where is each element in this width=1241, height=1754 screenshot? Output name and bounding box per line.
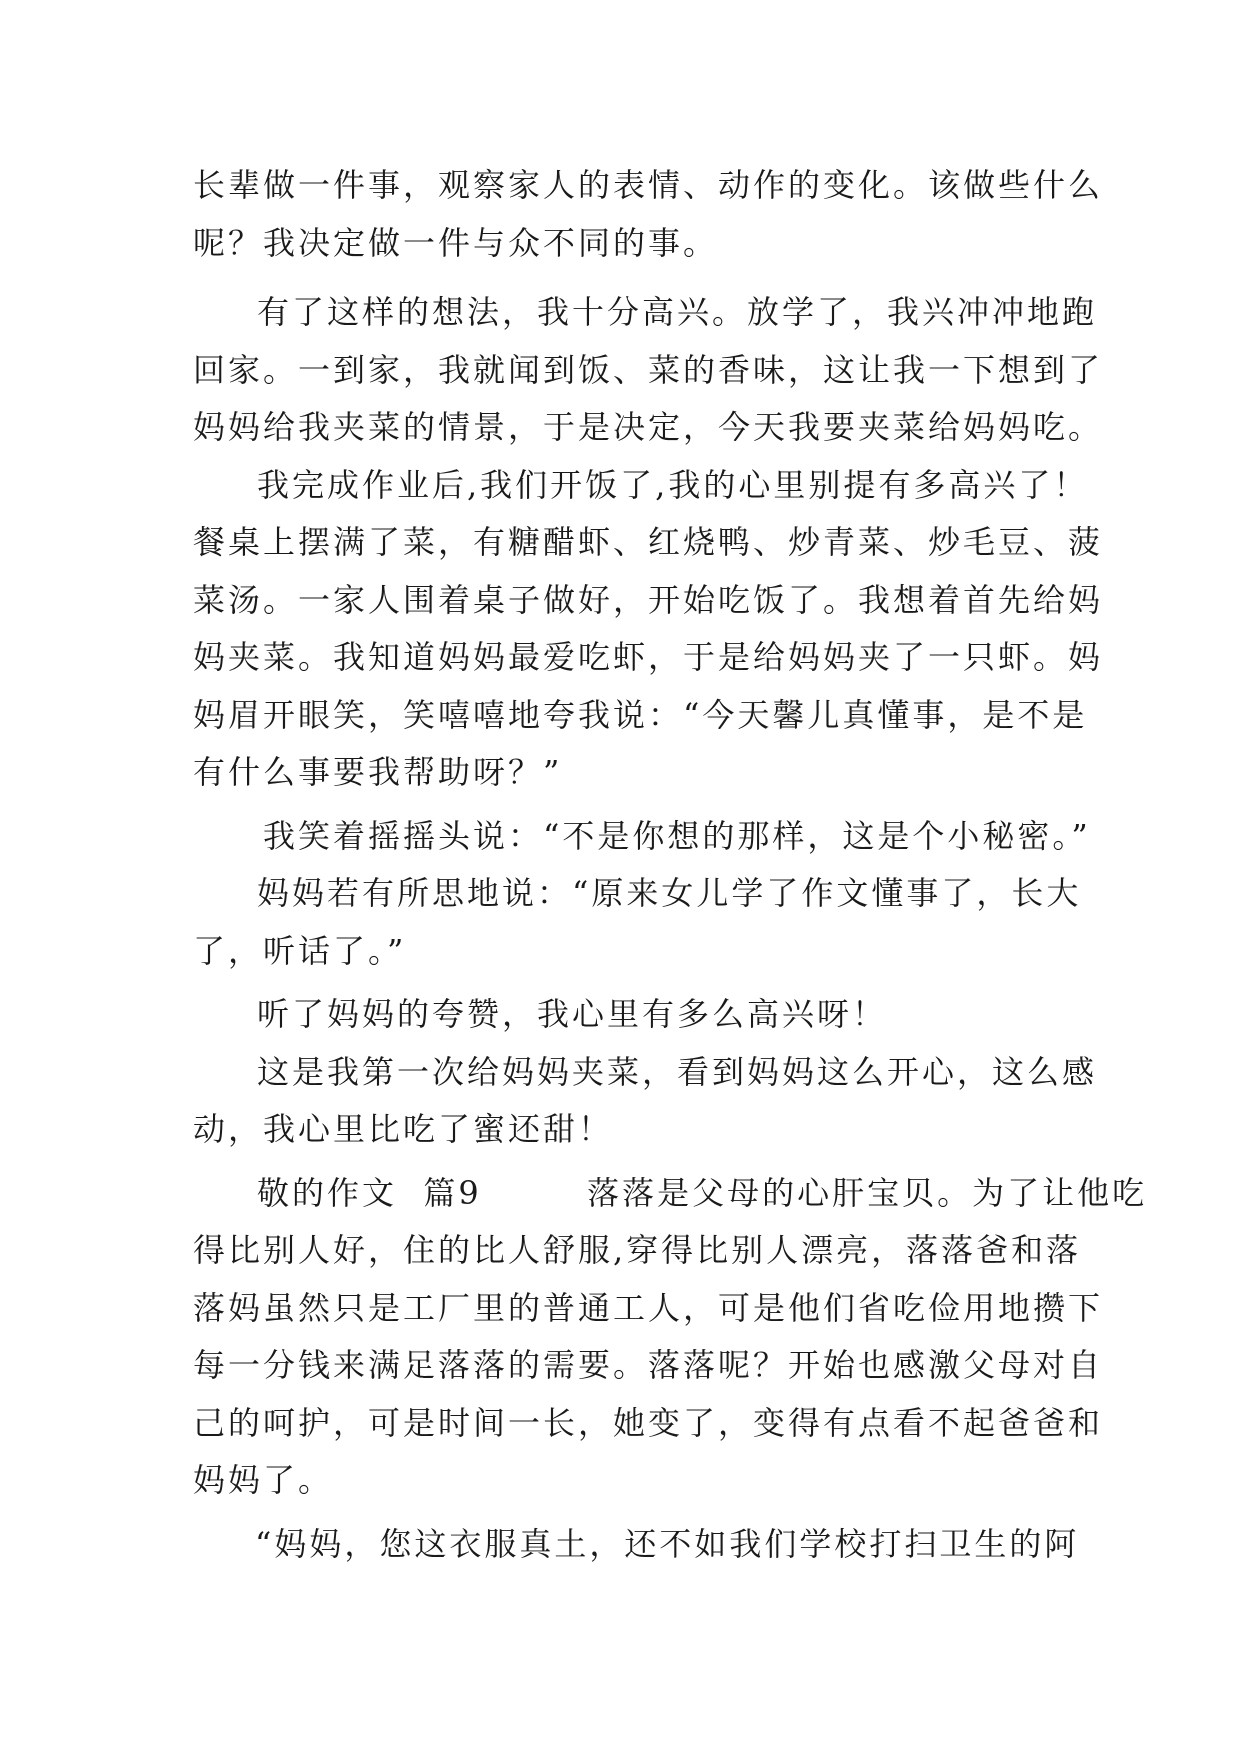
text-line: 妈妈了。 <box>193 1461 334 1499</box>
paragraph-line: “妈妈，您这衣服真土，还不如我们学校打扫卫生的阿 <box>255 1524 1080 1563</box>
text-line: 己的呵护，可是时间一长，她变了，变得有点看不起爸爸和 <box>193 1403 1104 1442</box>
paragraph-line: 妈妈若有所思地说：“原来女儿学了作文懂事了，长大 <box>257 874 1082 912</box>
text-line: 有什么事要我帮助呀？” <box>193 753 563 791</box>
text-line: 呢？我决定做一件与众不同的事。 <box>193 223 719 262</box>
text-line: 妈眉开眼笑，笑嘻嘻地夸我说：“今天馨儿真懂事，是不是 <box>193 695 1088 734</box>
text-line: 了，听话了。” <box>193 931 407 970</box>
text-line: 落妈虽然只是工厂里的普通工人，可是他们省吃俭用地攒下 <box>193 1288 1104 1327</box>
text-line: 回家。一到家，我就闻到饭、菜的香味，这让我一下想到了 <box>193 350 1104 389</box>
text-line: 长辈做一件事，观察家人的表情、动作的变化。该做些什么 <box>193 166 1104 204</box>
essay-text <box>193 157 1148 1573</box>
text-line: 妈妈给我夹菜的情景，于是决定，今天我要夹菜给妈妈吃。 <box>193 408 1104 446</box>
paragraph-line: 这是我第一次给妈妈夹菜，看到妈妈这么开心，这么感 <box>257 1052 1098 1091</box>
text-line: 动，我心里比吃了蜜还甜！ <box>193 1110 614 1148</box>
paragraph-line: 听了妈妈的夸赞，我心里有多么高兴呀！ <box>257 995 888 1033</box>
text-line: 菜汤。一家人围着桌子做好，开始吃饭了。我想着首先给妈 <box>193 580 1104 619</box>
paragraph-line: 我笑着摇摇头说：“不是你想的那样，这是个小秘密。” <box>263 816 1091 855</box>
text-line: 餐桌上摆满了菜，有糖醋虾、红烧鸭、炒青菜、炒毛豆、菠 <box>193 523 1104 561</box>
text-line: 每一分钱来满足落落的需要。落落呢？开始也感激父母对自 <box>193 1346 1104 1384</box>
section-heading-line: 敬的作文 篇9 落落是父母的心肝宝贝。为了让他吃 <box>257 1173 1148 1212</box>
paragraph-line: 有了这样的想法，我十分高兴。放学了，我兴冲冲地跑 <box>257 293 1098 331</box>
text-line: 得比别人好，住的比人舒服,穿得比别人漂亮，落落爸和落 <box>193 1231 1082 1269</box>
text-line: 妈夹菜。我知道妈妈最爱吃虾，于是给妈妈夹了一只虾。妈 <box>193 638 1104 676</box>
paragraph-line: 我完成作业后,我们开饭了,我的心里别提有多高兴了！ <box>257 465 1089 504</box>
